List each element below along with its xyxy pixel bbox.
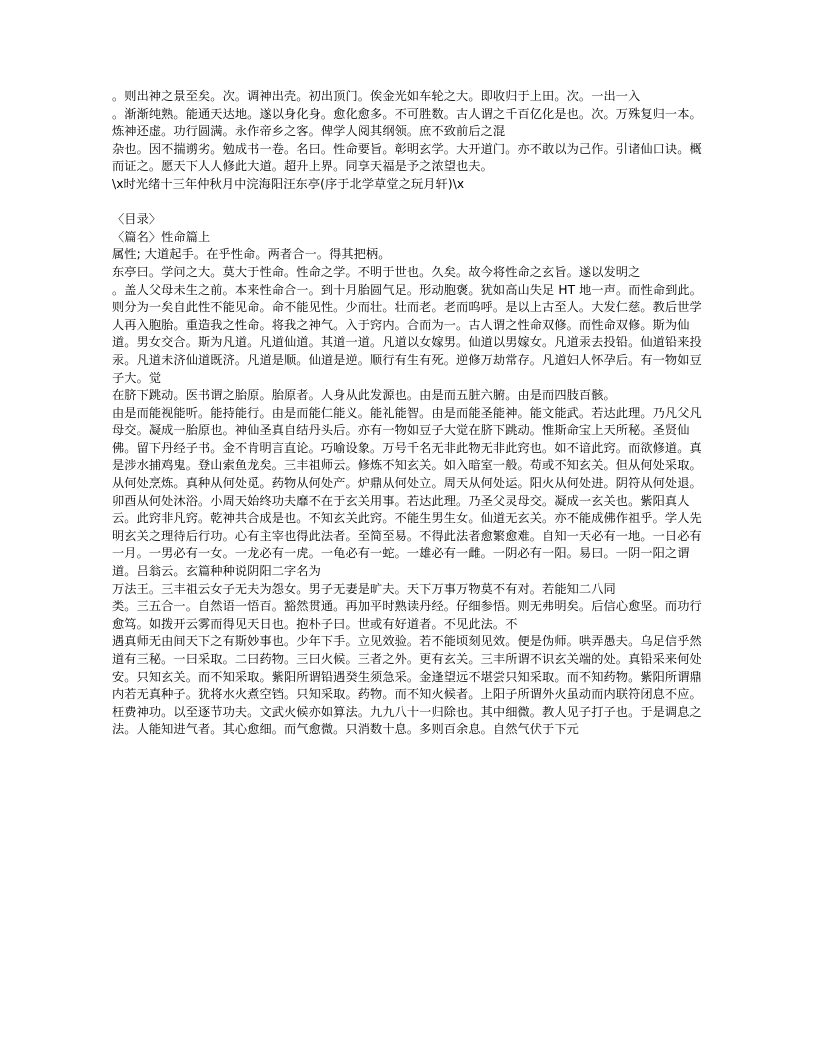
spacer [112, 194, 704, 212]
text-line: \x时光绪十三年仲秋月中浣海阳汪东亭(序于北学草堂之玩月轩)\x [112, 176, 465, 191]
text-line: 杂也。因不揣谫劣。勉成书一卷。名曰。性命要旨。彰明玄学。大开道门。亦不敢以为己作。引诸仙口诀。概而证之。愿天下人人修此大道。超升上界。同享天福是予之浓望也夫。 [112, 141, 702, 174]
text-line: 属性; 大道起手。在乎性命。两者合一。得其把柄。 [112, 247, 391, 262]
text-line: 万法王。三丰祖云女子无夫为怨女。男子无妻是旷夫。天下万事万物莫不有对。若能知二八同 [112, 581, 616, 596]
text-line: 类。三五合一。自然语一悟百。豁然贯通。再加平时熟读丹经。仔细参悟。则无弗明矣。后信心愈坚。而功行愈笃。如拨开云雾而得见天日也。抱朴子曰。世或有好道者。不见此法。不 [112, 599, 702, 631]
text-line: 在脐下跳动。医书谓之胎原。胎原者。人身从此发源也。由是而五脏六腑。由是而四肢百骸。 [112, 388, 616, 403]
text-line: 东亭曰。学问之大。莫大于性命。性命之学。不明于世也。久矣。故今将性命之玄旨。遂以发明之 [112, 264, 641, 279]
section-heading: 〈篇名〉性命篇上 [112, 229, 211, 244]
text-line: 。渐渐纯熟。能通天达地。遂以身化身。愈化愈多。不可胜数。古人谓之千百亿化是也。次。万殊复归一本。炼神还虚。功行圆满。永作帝乡之客。俾学人阅其纲领。庶不致前后之混 [112, 106, 702, 139]
text-line: 。盖人父母未生之前。本来性命合一。到十月胎圆气足。形动胞褒。犹如高山失足 HT 地一声。而性命到此。则分为一矣自此性不能见命。命不能见性。少而壮。壮而老。老而呜呼。是以上古至人。大发仁慈。教后世学人再入胞胎。重造我之性命。将我之神气。入于窍内。合而为一。古人谓之性命双修。而性命双修。斯为仙道。男女交合。斯为凡道。凡道仙道。其道一道。凡道以女嫁男。仙道以男嫁女。凡道汞去投铅。仙道铅来投汞。凡道未济仙道既济。凡道是顺。仙道是逆。顺行有生有死。逆修万劫常存。凡道妇人怀孕后。有一物如豆子大。觉 [112, 282, 702, 385]
text-line: 由是而能视能听。能持能行。由是而能仁能义。能礼能智。由是而能圣能神。能文能武。若达此理。乃凡父凡母交。凝成一胎原也。神仙圣真自结丹头后。亦有一物如豆子大觉在脐下跳动。惟斯命宝上天所秘。圣贤仙佛。留下丹经子书。金不肯明言直论。巧喻设象。万号千名无非此物无非此窍也。如不谙此窍。而欲修道。真是涉水捕鸡鬼。登山索鱼龙矣。三丰祖师云。修炼不知玄关。如入暗室一般。苟或不知玄关。但从何处采取。从何处烹炼。真种从何处觅。药物从何处产。炉鼎从何处立。周天从何处运。阳火从何处进。阴符从何处退。卯酉从何处沐浴。小周天始终功夫靡不在于玄关用事。若达此理。乃圣父灵母交。凝成一玄关也。紫阳真人云。此窍非凡窍。乾神共合成是也。不知玄关此窍。不能生男生女。仙道无玄关。亦不能成佛作祖乎。学人先明玄关之理待后行功。心有主宰也得此法者。至简至易。不得此法者愈繁愈难。自知一天必有一地。一日必有一月。一男必有一女。一龙必有一虎。一龟必有一蛇。一雄必有一雌。一阴必有一阳。易曰。一阴一阳之谓道。吕翁云。玄篇种种说阴阳二字名为 [112, 405, 702, 579]
toc-heading: 〈目录〉 [112, 212, 162, 227]
text-line: 。则出神之景至矣。次。调神出壳。初出顶门。俟金光如车轮之大。即收归于上田。次。一出一入 [112, 89, 641, 103]
text-line: 遇真师无由间天下之有斯妙事也。少年下手。立见效验。若不能顷刻见效。便是伪师。哄弄愚夫。乌足信乎然道有三秘。一曰采取。二曰药物。三曰火候。三者之外。更有玄关。三丰所谓不识玄关端的处。真铅采来何处安。只知玄关。而不知采取。紫阳所谓铅遇癸生须急采。金逢望远不堪尝只知采取。而不知药物。紫阳所谓鼎内若无真种子。犹将水火煮空铛。只知采取。药物。而不知火候者。上阳子所谓外火虽动而内联符闭息不应。枉费神功。以至逐节功夫。文武火候亦如算法。九九八十一归除也。其中细微。教人见子打子也。于是调息之法。人能知进气者。其心愈细。而气愈微。只消数十息。多则百余息。自然气伏于下元 [112, 634, 702, 737]
document-body [112, 88, 704, 739]
